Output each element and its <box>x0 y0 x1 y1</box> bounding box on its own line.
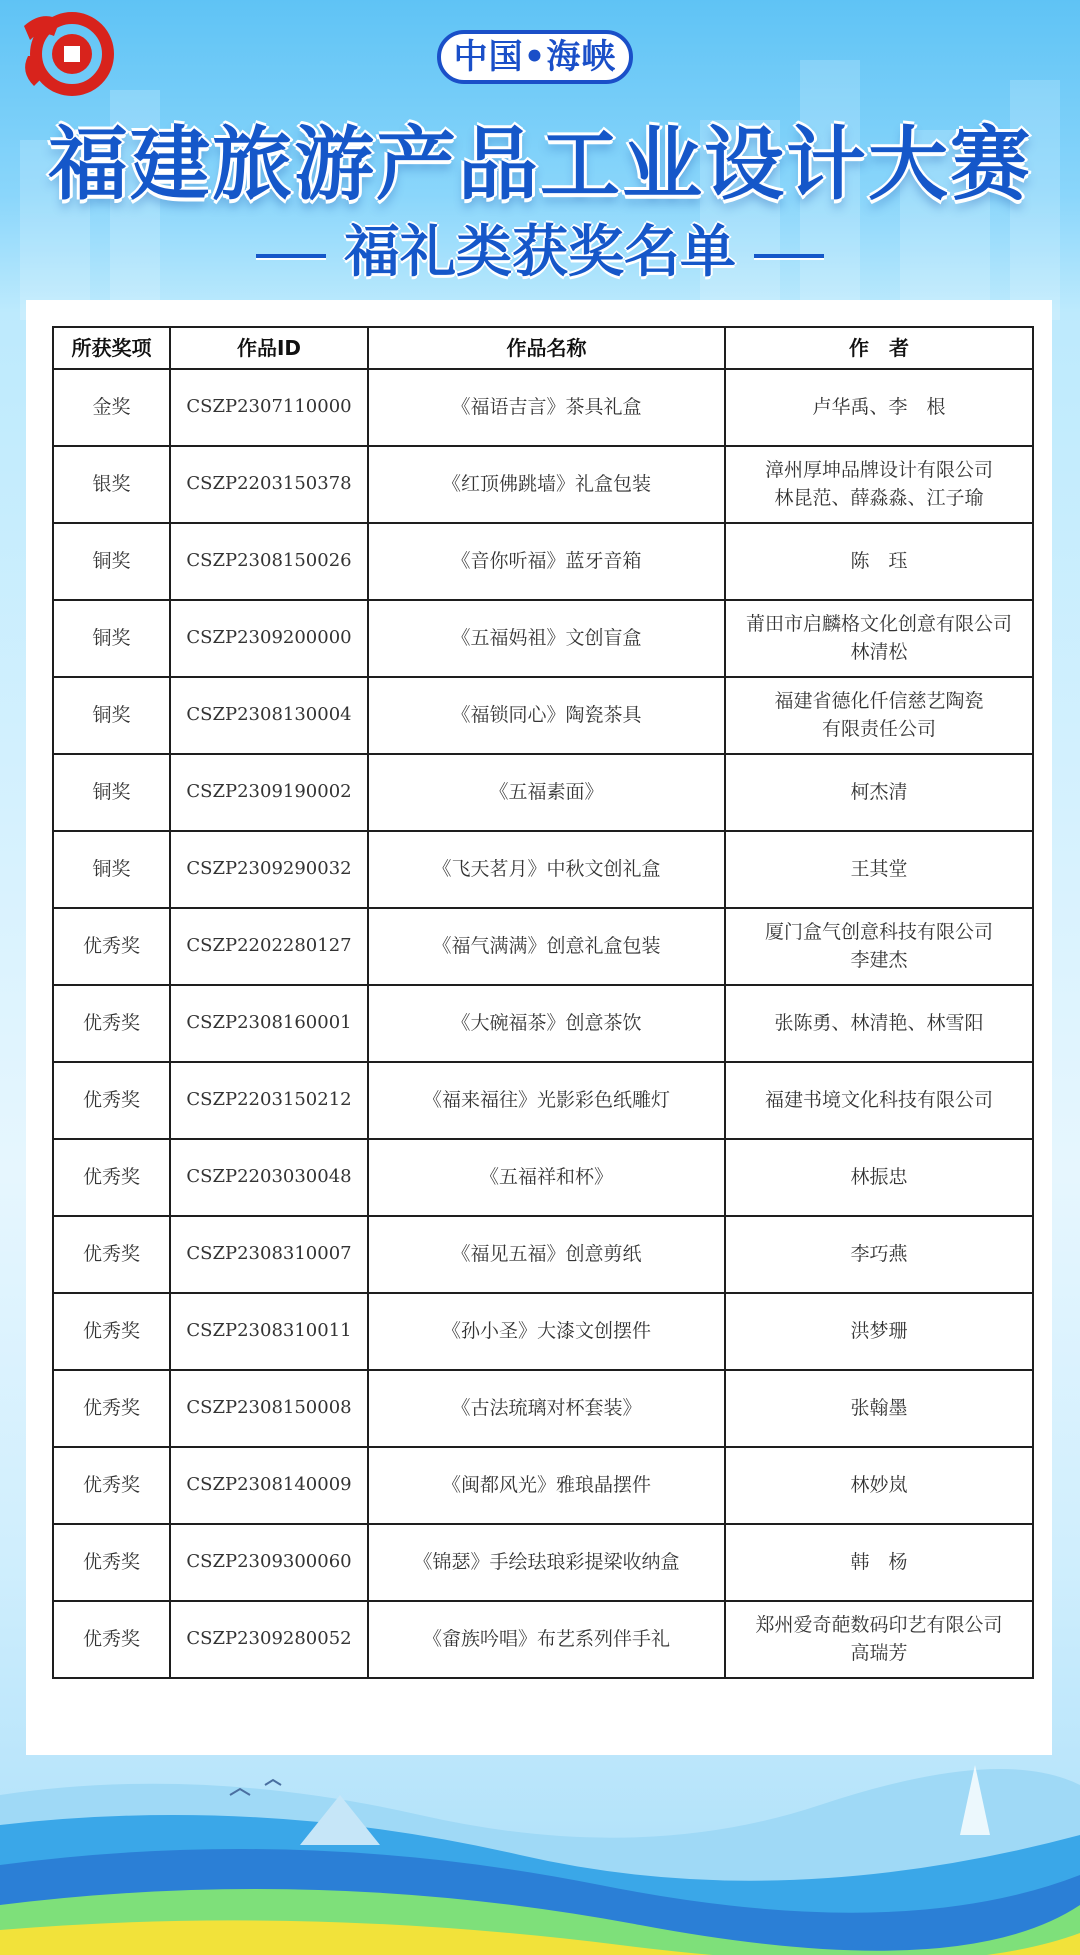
award-cell: 优秀奖 <box>53 1447 170 1524</box>
author-line: 福建书境文化科技有限公司 <box>764 1088 993 1111</box>
id-cell: CSZP2308310011 <box>170 1293 368 1370</box>
name-cell: 《畲族吟唱》布艺系列伴手礼 <box>368 1601 725 1678</box>
award-cell: 铜奖 <box>53 754 170 831</box>
author-cell <box>725 677 1033 754</box>
author-cell <box>725 831 1033 908</box>
table-row <box>53 446 1033 523</box>
author-cell <box>725 1447 1033 1524</box>
author-line: 郑州爱奇葩数码印艺有限公司 <box>755 1613 1003 1636</box>
id-cell: CSZP2308140009 <box>170 1447 368 1524</box>
author-cell <box>725 1370 1033 1447</box>
name-cell: 《五福祥和杯》 <box>368 1139 725 1216</box>
award-cell: 优秀奖 <box>53 1139 170 1216</box>
id-cell: CSZP2203150212 <box>170 1062 368 1139</box>
name-cell: 《飞天茗月》中秋文创礼盒 <box>368 831 725 908</box>
name-cell: 《福锁同心》陶瓷茶具 <box>368 677 725 754</box>
name-cell: 《福见五福》创意剪纸 <box>368 1216 725 1293</box>
award-cell: 优秀奖 <box>53 985 170 1062</box>
table-row <box>53 754 1033 831</box>
subtitle-text: 福礼类获奖名单 <box>344 220 736 285</box>
author-cell <box>725 1062 1033 1139</box>
author-line: 福建省德化仟信慈艺陶瓷 <box>774 689 984 712</box>
award-cell: 优秀奖 <box>53 908 170 985</box>
column-header-id: 作品ID <box>170 327 368 369</box>
awards-table <box>52 326 1034 1679</box>
author-line: 韩 杨 <box>850 1550 908 1573</box>
table-row <box>53 1293 1033 1370</box>
table-row <box>53 1216 1033 1293</box>
award-cell: 金奖 <box>53 369 170 446</box>
award-cell: 优秀奖 <box>53 1216 170 1293</box>
author-line: 漳州厚坤品牌设计有限公司 <box>764 458 993 481</box>
award-cell: 铜奖 <box>53 600 170 677</box>
name-cell: 《福来福往》光影彩色纸雕灯 <box>368 1062 725 1139</box>
id-cell: CSZP2308150008 <box>170 1370 368 1447</box>
author-cell <box>725 1601 1033 1678</box>
author-line: 林昆范、薛淼淼、江子瑜 <box>774 486 984 509</box>
table-header-row <box>53 327 1033 369</box>
table-row <box>53 1370 1033 1447</box>
table-row <box>53 1139 1033 1216</box>
award-cell: 优秀奖 <box>53 1370 170 1447</box>
event-badge: 中国•海峡 <box>437 30 633 84</box>
id-cell: CSZP2307110000 <box>170 369 368 446</box>
table-row <box>53 1524 1033 1601</box>
id-cell: CSZP2309290032 <box>170 831 368 908</box>
author-line: 林振忠 <box>850 1165 908 1188</box>
id-cell: CSZP2308160001 <box>170 985 368 1062</box>
author-line: 高瑞芳 <box>850 1641 908 1664</box>
award-cell: 银奖 <box>53 446 170 523</box>
author-line: 厦门盒气创意科技有限公司 <box>764 920 993 943</box>
author-cell <box>725 908 1033 985</box>
award-cell: 优秀奖 <box>53 1601 170 1678</box>
name-cell: 《五福素面》 <box>368 754 725 831</box>
author-line: 柯杰清 <box>850 780 908 803</box>
author-line: 有限责任公司 <box>821 717 936 740</box>
award-cell: 铜奖 <box>53 523 170 600</box>
id-cell: CSZP2309280052 <box>170 1601 368 1678</box>
author-cell <box>725 754 1033 831</box>
author-line: 卢华禹、李 根 <box>812 395 946 418</box>
author-cell <box>725 1139 1033 1216</box>
award-cell: 铜奖 <box>53 677 170 754</box>
author-cell <box>725 369 1033 446</box>
author-line: 洪梦珊 <box>850 1319 908 1342</box>
author-line: 陈 珏 <box>850 549 908 572</box>
author-line: 张陈勇、林清艳、林雪阳 <box>774 1011 984 1034</box>
name-cell: 《锦瑟》手绘珐琅彩提梁收纳盒 <box>368 1524 725 1601</box>
id-cell: CSZP2308310007 <box>170 1216 368 1293</box>
author-cell <box>725 1293 1033 1370</box>
id-cell: CSZP2309190002 <box>170 754 368 831</box>
table-row <box>53 908 1033 985</box>
id-cell: CSZP2202280127 <box>170 908 368 985</box>
table-row <box>53 985 1033 1062</box>
author-line: 王其堂 <box>850 857 908 880</box>
award-cell: 优秀奖 <box>53 1524 170 1601</box>
table-row <box>53 677 1033 754</box>
name-cell: 《闽都风光》雅琅晶摆件 <box>368 1447 725 1524</box>
name-cell: 《红顶佛跳墙》礼盒包装 <box>368 446 725 523</box>
author-line: 李建杰 <box>850 948 908 971</box>
author-cell <box>725 985 1033 1062</box>
name-cell: 《古法琉璃对杯套装》 <box>368 1370 725 1447</box>
author-cell <box>725 523 1033 600</box>
table-row <box>53 1062 1033 1139</box>
author-line: 李巧燕 <box>850 1242 908 1265</box>
column-header-name: 作品名称 <box>368 327 725 369</box>
author-cell <box>725 1524 1033 1601</box>
table-body <box>53 369 1033 1678</box>
fu-logo-icon <box>14 6 118 96</box>
award-cell: 优秀奖 <box>53 1062 170 1139</box>
table-row <box>53 831 1033 908</box>
name-cell: 《大碗福茶》创意茶饮 <box>368 985 725 1062</box>
id-cell: CSZP2309200000 <box>170 600 368 677</box>
divider-left <box>256 254 326 258</box>
column-header-author: 作 者 <box>725 327 1033 369</box>
footer-landscape <box>0 1755 1080 1955</box>
page-subtitle <box>0 208 1080 288</box>
id-cell: CSZP2308150026 <box>170 523 368 600</box>
page-title: 福建旅游产品工业设计大赛 <box>48 118 1032 211</box>
name-cell: 《福气满满》创意礼盒包装 <box>368 908 725 985</box>
author-cell <box>725 446 1033 523</box>
table-row <box>53 600 1033 677</box>
table-row <box>53 523 1033 600</box>
name-cell: 《五福妈祖》文创盲盒 <box>368 600 725 677</box>
author-line: 林妙岚 <box>850 1473 908 1496</box>
author-line: 张翰墨 <box>850 1396 908 1419</box>
table-row <box>53 1447 1033 1524</box>
author-line: 林清松 <box>850 640 908 663</box>
name-cell: 《孙小圣》大漆文创摆件 <box>368 1293 725 1370</box>
divider-right <box>754 254 824 258</box>
award-cell: 优秀奖 <box>53 1293 170 1370</box>
table-row <box>53 369 1033 446</box>
author-cell <box>725 1216 1033 1293</box>
id-cell: CSZP2308130004 <box>170 677 368 754</box>
author-line: 莆田市启麟格文化创意有限公司 <box>745 612 1012 635</box>
column-header-award: 所获奖项 <box>53 327 170 369</box>
name-cell: 《福语吉言》茶具礼盒 <box>368 369 725 446</box>
id-cell: CSZP2309300060 <box>170 1524 368 1601</box>
name-cell: 《音你听福》蓝牙音箱 <box>368 523 725 600</box>
table-row <box>53 1601 1033 1678</box>
award-cell: 铜奖 <box>53 831 170 908</box>
id-cell: CSZP2203150378 <box>170 446 368 523</box>
author-cell <box>725 600 1033 677</box>
id-cell: CSZP2203030048 <box>170 1139 368 1216</box>
